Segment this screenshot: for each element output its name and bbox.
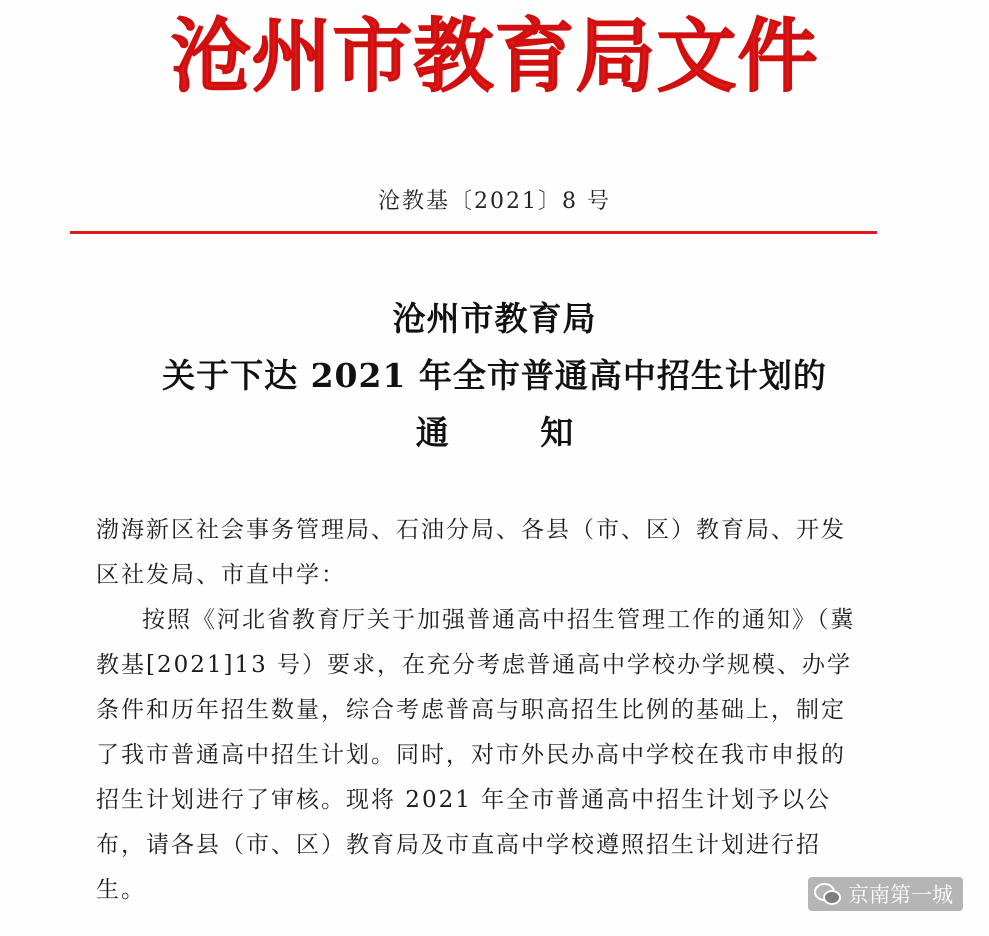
notice-title-line-3: 通 知 [415, 413, 614, 452]
wechat-icon [814, 883, 840, 905]
recipients-salutation: 渤海新区社会事务管理局、石油分局、各县（市、区）教育局、开发区社发局、市直中学： [96, 517, 846, 588]
header-divider [70, 231, 877, 234]
notice-title-line-1: 沧州市教育局 [392, 299, 597, 338]
notice-body [96, 508, 866, 913]
source-watermark [808, 877, 963, 911]
notice-title [0, 290, 989, 461]
document-number: 沧教基〔2021〕8 号 [378, 189, 611, 214]
watermark-text: 京南第一城 [848, 883, 953, 907]
notice-title-line-2: 关于下达 2021 年全市普通高中招生计划的 [162, 356, 827, 395]
document-header-title: 沧州市教育局文件 [170, 10, 819, 103]
body-paragraph: 按照《河北省教育厅关于加强普通高中招生管理工作的通知》（冀教基[2021]13 号）要求，在充分考虑普通高中学校办学规模、办学条件和历年招生数量，综合考虑普高与职高招生比例的基础上，制定了我市普通高中招生计划。同时，对市外民办高中学校在我市申报的招生计划进行了审核。现将 2021 年全市普通高中招生计划予以公布，请各县（市、区）教育局及市直高中学校遵照招生计划进行招生。 [96, 607, 856, 903]
